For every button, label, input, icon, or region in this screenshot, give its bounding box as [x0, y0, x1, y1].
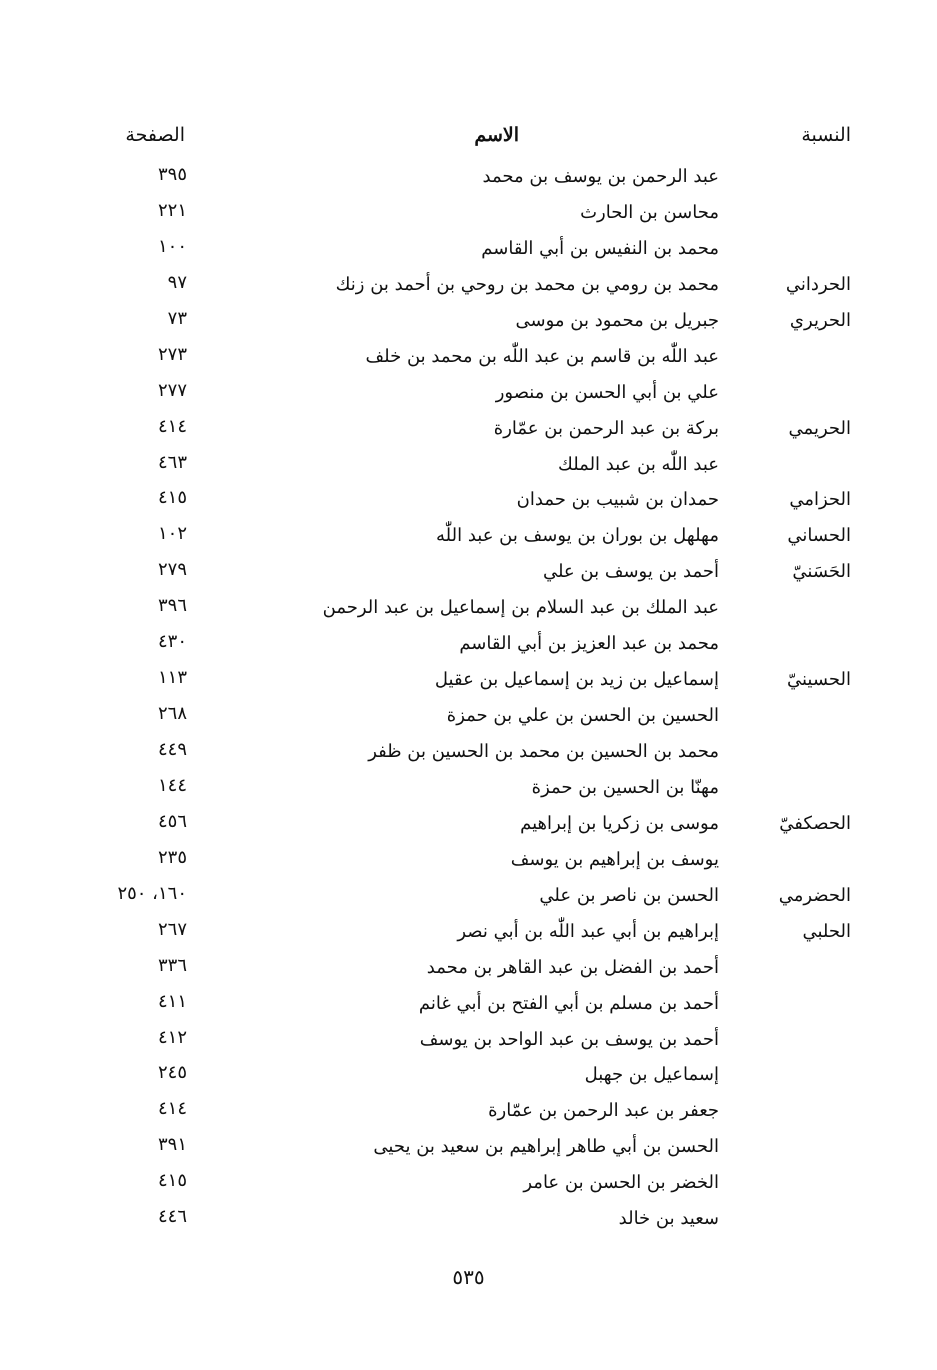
cell-name: عبد الرحمن بن يوسف بن محمد — [482, 166, 719, 187]
table-row — [0, 701, 937, 737]
table-row — [0, 485, 937, 521]
cell-name: محاسن بن الحارث — [580, 201, 719, 223]
cell-page: ٢٢١ — [157, 199, 187, 221]
table-row — [0, 809, 937, 845]
cell-name: موسى بن زكريا بن إبراهيم — [520, 812, 719, 834]
cell-page: ٤١٤ — [157, 415, 187, 437]
table-row — [0, 198, 937, 234]
table-row — [0, 414, 937, 450]
table-header — [0, 124, 937, 156]
table-row — [0, 378, 937, 414]
cell-page: ٤٥٦ — [157, 810, 187, 832]
cell-nisba: الحريري — [789, 309, 851, 331]
cell-page: ٢٧٧ — [157, 379, 187, 401]
table-row — [0, 1168, 937, 1204]
page-number: ٥٣٥ — [452, 1265, 485, 1289]
table-row — [0, 162, 937, 198]
table-row — [0, 1060, 937, 1096]
table-row — [0, 1025, 937, 1061]
cell-name: عبد اللّٰه بن قاسم بن عبد اللّٰه بن محمد بن خلف — [365, 345, 719, 367]
cell-name: الخضر بن الحسن بن عامر — [523, 1172, 719, 1194]
cell-nisba: الحزامي — [789, 489, 851, 511]
table-row — [0, 593, 937, 629]
cell-name: حمدان بن شبيب بن حمدان — [516, 489, 719, 511]
table-row — [0, 917, 937, 953]
cell-page: ٤١١ — [157, 990, 187, 1012]
cell-page: ٩٧ — [167, 271, 187, 293]
table-row — [0, 270, 937, 306]
cell-page: ٢٧٣ — [157, 343, 187, 365]
table-row — [0, 342, 937, 378]
header-name: الاسم — [474, 124, 519, 146]
table-row — [0, 881, 937, 917]
cell-name: إسماعيل بن زيد بن إسماعيل بن عقيل — [434, 669, 719, 691]
cell-name: إسماعيل بن جهبل — [584, 1064, 719, 1086]
index-table — [0, 162, 937, 1240]
table-row — [0, 306, 937, 342]
table-row — [0, 521, 937, 557]
table-row — [0, 629, 937, 665]
cell-page: ٢٦٨ — [157, 703, 187, 725]
cell-page: ٤٤٩ — [157, 739, 187, 760]
cell-page: ١٠٠ — [157, 235, 187, 257]
cell-nisba: الحَسَنيّ — [792, 561, 851, 583]
cell-name: محمد بن عبد العزيز بن أبي القاسم — [459, 633, 719, 655]
cell-page: ٤٦٣ — [157, 451, 187, 473]
cell-name: إبراهيم بن أبي عبد اللّٰه بن أبي نصر — [457, 920, 719, 942]
cell-page: ٢٣٥ — [157, 846, 187, 868]
table-row — [0, 737, 937, 773]
cell-name: أحمد بن الفضل بن عبد القاهر بن محمد — [426, 956, 719, 978]
cell-nisba: الحرداني — [785, 273, 851, 295]
cell-page: ٤٣٠ — [157, 631, 187, 653]
cell-name: أحمد بن يوسف بن علي — [542, 561, 719, 583]
cell-name: علي بن أبي الحسن بن منصور — [495, 381, 719, 403]
cell-nisba: الحريمي — [788, 417, 851, 439]
cell-page: ٤١٤ — [157, 1098, 187, 1120]
cell-page: ٢٦٧ — [157, 918, 187, 940]
cell-name: عبد الملك بن عبد السلام بن إسماعيل بن عبد الرحمن — [322, 597, 719, 619]
cell-name: يوسف بن إبراهيم بن يوسف — [510, 848, 719, 870]
cell-nisba: الحضرمي — [778, 884, 851, 906]
table-row — [0, 665, 937, 701]
cell-page: ٣٩١ — [157, 1134, 187, 1156]
cell-page: ٤٤٦ — [157, 1206, 187, 1228]
cell-name: الحسن بن ناصر بن علي — [539, 884, 719, 906]
cell-name: مهنّا بن الحسين بن حمزة — [531, 776, 719, 798]
cell-page: ٤١٥ — [157, 487, 187, 509]
cell-name: الحسين بن الحسن بن علي بن حمزة — [446, 705, 719, 727]
cell-nisba: الحساني — [787, 525, 851, 547]
cell-name: أحمد بن مسلم بن أبي الفتح بن أبي غانم — [418, 992, 719, 1014]
cell-name: محمد بن الحسين بن محمد بن الحسين بن ظفر — [368, 741, 719, 762]
cell-page: ٤١٢ — [157, 1026, 187, 1048]
cell-page: ٣٩٦ — [157, 595, 187, 617]
table-row — [0, 773, 937, 809]
cell-name: عبد اللّٰه بن عبد الملك — [558, 453, 719, 475]
cell-nisba: الحسينيّ — [786, 669, 851, 691]
table-row — [0, 989, 937, 1025]
table-row — [0, 1132, 937, 1168]
table-row — [0, 1096, 937, 1132]
cell-page: ٣٣٦ — [157, 954, 187, 976]
header-page: الصفحة — [125, 124, 185, 146]
cell-name: محمد بن رومي بن محمد بن روحي بن أحمد بن زنك — [335, 273, 719, 295]
cell-page: ٣٩٥ — [157, 164, 187, 185]
table-row — [0, 953, 937, 989]
table-row — [0, 1204, 937, 1240]
cell-nisba: الحصكفيّ — [779, 812, 851, 834]
table-row — [0, 234, 937, 270]
cell-name: بركة بن عبد الرحمن بن عمّارة — [493, 417, 719, 439]
cell-page: ٧٣ — [167, 307, 187, 329]
cell-page: ٢٧٩ — [157, 559, 187, 581]
header-nisba: النسبة — [801, 124, 851, 146]
cell-page: ٤١٥ — [157, 1170, 187, 1192]
cell-page: ١١٣ — [157, 667, 187, 689]
cell-page: ٢٤٥ — [157, 1062, 187, 1084]
cell-name: الحسن بن أبي طاهر إبراهيم بن سعيد بن يحيى — [373, 1136, 719, 1158]
cell-page: ١٤٤ — [157, 774, 187, 796]
table-row — [0, 845, 937, 881]
cell-page: ١٠٢ — [157, 523, 187, 545]
cell-name: أحمد بن يوسف بن عبد الواحد بن يوسف — [419, 1028, 719, 1050]
cell-nisba: الحلبي — [802, 920, 851, 942]
cell-page: ١٦٠، ٢٥٠ — [117, 882, 187, 904]
table-row — [0, 557, 937, 593]
cell-name: محمد بن النفيس بن أبي القاسم — [481, 237, 719, 259]
cell-name: مهلهل بن بوران بن يوسف بن عبد اللّٰه — [436, 525, 719, 547]
cell-name: سعيد بن خالد — [618, 1208, 719, 1230]
cell-name: جعفر بن عبد الرحمن بن عمّارة — [488, 1100, 719, 1122]
table-row — [0, 450, 937, 486]
cell-name: جبريل بن محمود بن موسى — [515, 309, 719, 331]
